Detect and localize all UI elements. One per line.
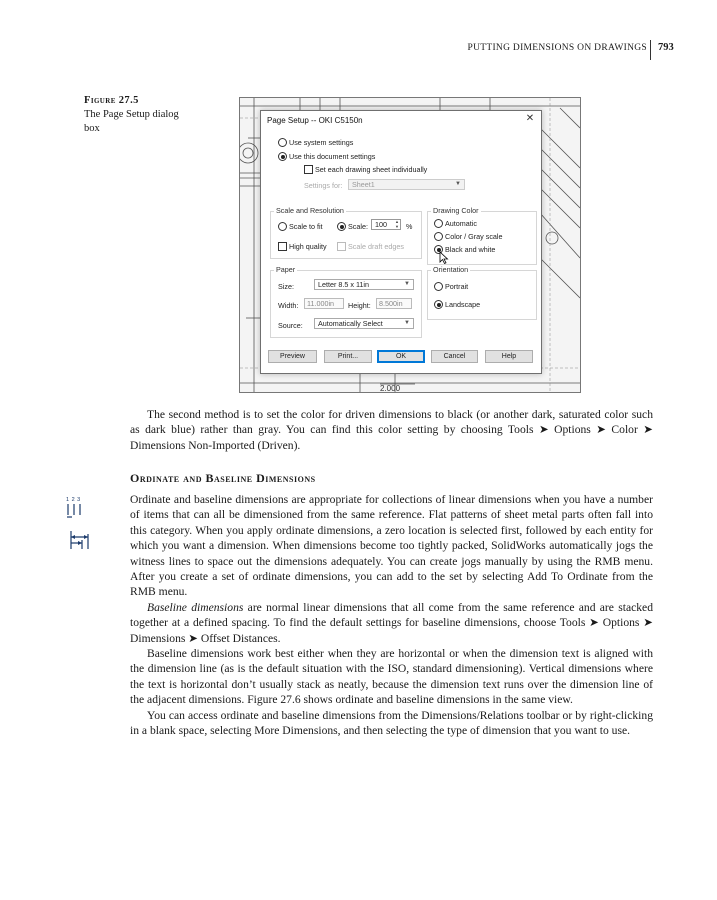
orientation-group xyxy=(427,270,537,320)
portrait-radio[interactable] xyxy=(434,282,443,291)
scale-draft-edges-checkbox[interactable] xyxy=(337,242,346,251)
color-gray-radio[interactable] xyxy=(434,232,443,241)
chevron-down-icon: ▼ xyxy=(404,320,410,326)
width-label: Width: xyxy=(278,301,299,310)
header-divider xyxy=(650,40,651,60)
scale-to-fit-label: Scale to fit xyxy=(289,222,323,231)
paragraph-3-text: are normal linear dimensions that all come from the same reference and are stacked together at a defined spacing. To find the default settings for baseline dimensions, choose Tools ➤ Options ➤ Dimensions ➤ Offset Distances. xyxy=(130,600,653,645)
portrait-label: Portrait xyxy=(445,282,469,291)
color-gray-label: Color / Gray scale xyxy=(445,232,503,241)
cancel-button[interactable]: Cancel xyxy=(431,350,478,363)
automatic-label: Automatic xyxy=(445,219,477,228)
scale-unit: % xyxy=(406,222,413,231)
paragraph-2-text: Ordinate and baseline dimensions are appropriate for collections of linear dimensions when you have a number of items that can all be dimensioned from the same reference. Flat patterns of sheet metal parts often fall into this category. When you apply ordinate dimensions, a zero location is selected first, followed by each entity for which you want a dimension. When dimensions become too tightly packed, SolidWorks automatically jogs the witness lines to space out the dimensions adequately. You can create jogs manually by using the RMB menu. After you create a set of ordinate dimensions, you can add to the set by selecting Add To Ordinate from the RMB menu. xyxy=(130,493,653,599)
height-field[interactable]: 8.500in xyxy=(376,298,412,309)
landscape-label: Landscape xyxy=(445,300,481,309)
baseline-dimension-icon xyxy=(69,530,91,550)
baseline-dimensions-term: Baseline dimensions xyxy=(147,600,244,614)
scale-resolution-title: Scale and Resolution xyxy=(276,206,344,215)
chevron-down-icon: ▼ xyxy=(455,181,461,187)
page-number: 793 xyxy=(658,42,674,53)
background-dimension-text: 2.000 xyxy=(380,384,401,393)
dialog-title: Page Setup -- OKI C5150n xyxy=(267,116,363,125)
paragraph-driven-color xyxy=(130,407,653,453)
preview-button[interactable]: Preview xyxy=(268,350,317,363)
use-system-settings-label: Use system settings xyxy=(289,138,354,147)
close-icon[interactable]: ✕ xyxy=(525,113,535,124)
black-white-label: Black and white xyxy=(445,245,496,254)
drawing-color-title: Drawing Color xyxy=(433,206,479,215)
landscape-radio[interactable] xyxy=(434,300,443,309)
scale-spinner[interactable] xyxy=(371,219,401,230)
paragraph-3 xyxy=(130,600,653,646)
chevron-down-icon: ▼ xyxy=(404,281,410,287)
size-value: Letter 8.5 x 11in xyxy=(318,280,370,289)
scale-radio[interactable] xyxy=(337,222,346,231)
mouse-cursor-icon xyxy=(439,251,449,265)
settings-for-select[interactable] xyxy=(348,179,465,190)
size-label: Size: xyxy=(278,282,294,291)
height-label: Height: xyxy=(348,301,371,310)
source-select[interactable] xyxy=(314,318,414,329)
page-setup-dialog xyxy=(260,110,542,374)
orientation-title: Orientation xyxy=(433,265,469,274)
scale-label: Scale: xyxy=(348,222,368,231)
ok-button[interactable]: OK xyxy=(377,350,425,363)
scale-draft-edges-label: Scale draft edges xyxy=(348,242,404,251)
scale-to-fit-radio[interactable] xyxy=(278,222,287,231)
width-field[interactable]: 11.000in xyxy=(304,298,344,309)
ordinate-dimension-icon xyxy=(66,497,86,519)
set-each-sheet-checkbox[interactable] xyxy=(304,165,313,174)
section-heading: Ordinate and Baseline Dimensions xyxy=(130,471,316,485)
source-value: Automatically Select xyxy=(318,319,383,328)
settings-for-value: Sheet1 xyxy=(352,180,375,189)
use-system-settings-radio[interactable] xyxy=(278,138,287,147)
figure-label: Figure 27.5 xyxy=(84,95,139,106)
size-select[interactable] xyxy=(314,279,414,290)
high-quality-checkbox[interactable] xyxy=(278,242,287,251)
running-header xyxy=(0,40,717,60)
figure-caption xyxy=(84,94,184,136)
use-document-settings-radio[interactable] xyxy=(278,152,287,161)
source-label: Source: xyxy=(278,321,303,330)
ordinate-icon-digits: 1 2 3 xyxy=(66,497,81,503)
paragraph-1-text: The second method is to set the color for driven dimensions to black (or another dark, saturated color such as dark blue) rather than gray. You can find this color setting by choosing Tools ➤ Options ➤ Color ➤ Dimensions Non-Imported (Driven). xyxy=(130,408,653,452)
use-document-settings-label: Use this document settings xyxy=(289,152,376,161)
figure-caption-text: The Page Setup dialog box xyxy=(84,109,179,134)
paragraph-5-text: You can access ordinate and baseline dimensions from the Dimensions/Relations toolbar or by right-clicking in a blank space, selecting More Dimensions, and then selecting the type of dimension that you want to use. xyxy=(130,708,653,738)
set-each-sheet-label: Set each drawing sheet individually xyxy=(315,165,428,174)
body-text-block xyxy=(130,492,653,739)
paragraph-4-text: Baseline dimensions work best either when they are horizontal or when the dimension text is aligned with the dimension line (as is the default situation with the ISO, standard dimensioning). Vertical dimensions where the text is horizontal don’t usually stack as neatly, because the dimension text runs over the dimension line of the adjacent dimensions. Figure 27.6 shows ordinate and baseline dimensions in the same view. xyxy=(130,647,653,707)
help-button[interactable]: Help xyxy=(485,350,533,363)
scale-value: 100 xyxy=(375,220,387,229)
settings-for-label: Settings for: xyxy=(304,181,343,190)
spinner-arrows-icon: ▲ ▼ xyxy=(395,219,399,229)
paper-title: Paper xyxy=(276,265,296,274)
automatic-radio[interactable] xyxy=(434,219,443,228)
print-button[interactable]: Print... xyxy=(324,350,372,363)
high-quality-label: High quality xyxy=(289,242,327,251)
running-title: PUTTING DIMENSIONS ON DRAWINGS xyxy=(467,43,647,53)
